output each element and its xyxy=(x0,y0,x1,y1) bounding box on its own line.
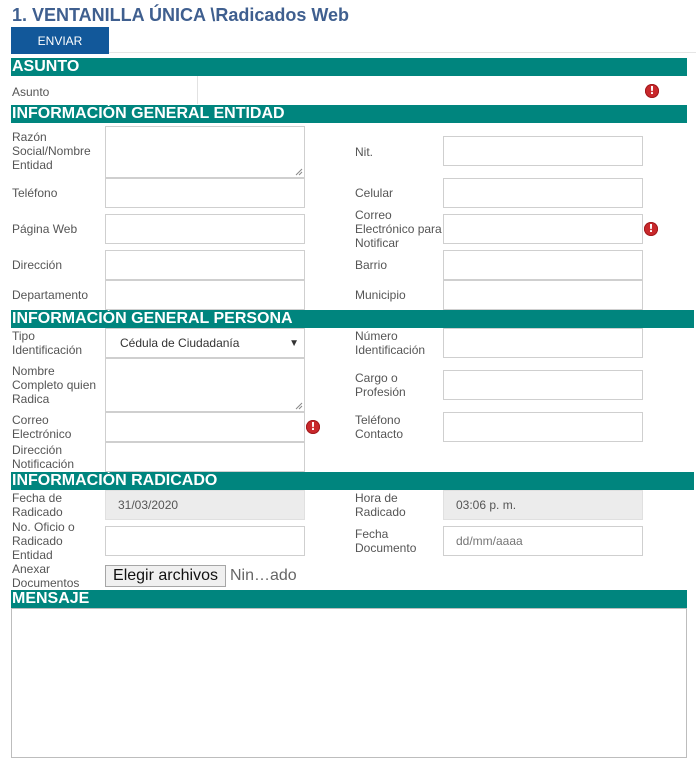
section-entidad: INFORMACIÓN GENERAL ENTIDAD xyxy=(11,105,687,123)
section-radicado: INFORMACIÓN RADICADO xyxy=(11,472,694,490)
nombre-completo-textarea[interactable] xyxy=(105,358,305,412)
departamento-label: Departamento xyxy=(12,288,89,302)
resize-grip-icon[interactable] xyxy=(295,402,303,410)
tipo-identificacion-select[interactable] xyxy=(105,328,305,358)
choose-files-button[interactable]: Elegir archivos xyxy=(105,565,226,587)
celular-label: Celular xyxy=(355,186,394,200)
correo-error-icon: ! xyxy=(306,420,320,434)
fecha-radicado-field: 31/03/2020 xyxy=(105,490,305,520)
municipio-input[interactable] xyxy=(443,280,643,310)
page-title: 1. VENTANILLA ÚNICA \Radicados Web xyxy=(12,5,350,25)
correo-notificar-input[interactable] xyxy=(443,214,643,244)
correo-input[interactable] xyxy=(105,412,305,442)
resize-grip-icon[interactable] xyxy=(295,168,303,176)
fecha-radicado-label: Fecha de Radicado xyxy=(12,491,63,519)
pagina-web-input[interactable] xyxy=(105,214,305,244)
asunto-error-icon: ! xyxy=(645,84,659,98)
hora-radicado-label: Hora de Radicado xyxy=(355,491,406,519)
direccion-notificacion-label: Dirección Notificación xyxy=(12,443,75,471)
nit-label: Nit. xyxy=(355,145,373,159)
section-mensaje: MENSAJE xyxy=(11,590,687,608)
direccion-input[interactable] xyxy=(105,250,305,280)
asunto-label: Asunto xyxy=(12,85,50,99)
telefono-input[interactable] xyxy=(105,178,305,208)
telefono-label: Teléfono xyxy=(12,186,58,200)
numero-identificacion-input[interactable] xyxy=(443,328,643,358)
fecha-documento-label: Fecha Documento xyxy=(355,527,417,555)
hora-radicado-field: 03:06 p. m. xyxy=(443,490,643,520)
telefono-contacto-label: Teléfono Contacto xyxy=(355,413,404,441)
barrio-label: Barrio xyxy=(355,258,388,272)
barrio-input[interactable] xyxy=(443,250,643,280)
section-asunto: ASUNTO xyxy=(11,58,687,76)
tipo-identificacion-value: Cédula de Ciudadanía xyxy=(120,336,240,350)
file-status-text: Nin…ado xyxy=(230,567,297,584)
municipio-label: Municipio xyxy=(355,288,406,302)
section-persona: INFORMACIÓN GENERAL PERSONA xyxy=(11,310,694,328)
no-oficio-label: No. Oficio o Radicado Entidad xyxy=(12,520,75,562)
send-button[interactable]: ENVIAR xyxy=(11,27,109,54)
direccion-notificacion-input[interactable] xyxy=(105,442,305,472)
correo-label: Correo Electrónico xyxy=(12,413,72,441)
numero-identificacion-label: Número Identificación xyxy=(355,329,426,357)
correo-notificar-error-icon: ! xyxy=(644,222,658,236)
dropdown-caret-icon: ▼ xyxy=(289,338,299,349)
mensaje-textarea[interactable] xyxy=(11,608,687,758)
no-oficio-input[interactable] xyxy=(105,526,305,556)
direccion-label: Dirección xyxy=(12,258,63,272)
celular-input[interactable] xyxy=(443,178,643,208)
asunto-input[interactable] xyxy=(198,77,642,103)
nombre-completo-label: Nombre Completo quien Radica xyxy=(12,364,97,406)
cargo-label: Cargo o Profesión xyxy=(355,371,406,399)
correo-notificar-label: Correo Electrónico para Notificar xyxy=(355,208,442,250)
header-divider xyxy=(109,52,696,53)
razon-social-label: Razón Social/Nombre Entidad xyxy=(12,130,91,172)
pagina-web-label: Página Web xyxy=(12,222,78,236)
tipo-identificacion-label: Tipo Identificación xyxy=(12,329,83,357)
nit-input[interactable] xyxy=(443,136,643,166)
telefono-contacto-input[interactable] xyxy=(443,412,643,442)
departamento-input[interactable] xyxy=(105,280,305,310)
fecha-documento-input[interactable] xyxy=(443,526,643,556)
razon-social-textarea[interactable] xyxy=(105,126,305,178)
cargo-input[interactable] xyxy=(443,370,643,400)
anexar-label: Anexar Documentos xyxy=(12,562,80,590)
